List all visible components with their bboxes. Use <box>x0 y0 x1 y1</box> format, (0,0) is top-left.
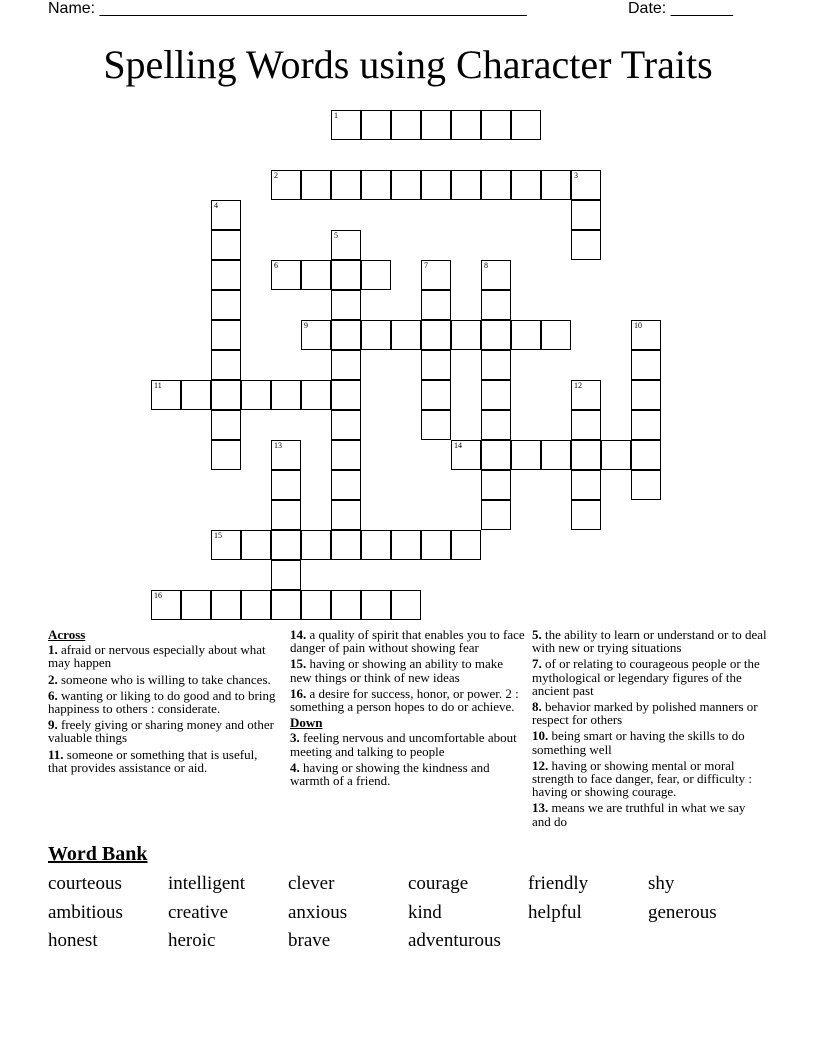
word-bank-title: Word Bank <box>48 843 148 865</box>
grid-cell[interactable] <box>571 380 601 410</box>
grid-cell[interactable] <box>571 500 601 530</box>
grid-cell[interactable] <box>301 590 331 620</box>
grid-cell[interactable] <box>631 350 661 380</box>
word-bank-item: courage <box>408 873 469 894</box>
grid-cell[interactable] <box>391 170 421 200</box>
grid-cell[interactable] <box>331 410 361 440</box>
grid-cell[interactable] <box>181 590 211 620</box>
grid-cell[interactable] <box>211 380 241 410</box>
grid-cell[interactable] <box>421 530 451 560</box>
grid-cell[interactable] <box>331 170 361 200</box>
grid-cell[interactable] <box>301 530 331 560</box>
grid-cell[interactable] <box>421 170 451 200</box>
clue-down-10: 10. being smart or having the skills to do something well <box>532 728 745 757</box>
clue-across-16: 16. a desire for success, honor, or power. 2 : something a person hopes to do or achieve. <box>290 685 519 715</box>
word-bank-item: ambitious <box>48 902 123 923</box>
grid-cell[interactable] <box>361 530 391 560</box>
grid-cell[interactable] <box>481 170 511 200</box>
grid-cell[interactable] <box>301 320 331 350</box>
clue-across-11: 11. someone or something that is useful, that provides assistance or aid. <box>48 746 258 775</box>
word-bank-item: creative <box>168 902 229 923</box>
grid-cell[interactable] <box>541 170 571 200</box>
clue-down-12: 12. having or showing mental or moral strength to face danger, fear, or difficulty : having or showing courage. <box>532 757 752 800</box>
grid-cell[interactable] <box>391 320 421 350</box>
grid-cell[interactable] <box>211 440 241 470</box>
grid-cell[interactable] <box>361 110 391 140</box>
clue-across-9: 9. freely giving or sharing money and other valuable things <box>48 717 274 746</box>
grid-cell[interactable] <box>301 380 331 410</box>
down-heading: Down <box>290 715 323 731</box>
grid-cell[interactable] <box>571 470 601 500</box>
clue-number: 14 <box>454 441 462 450</box>
page-title: Spelling Words using Character Traits <box>103 42 713 87</box>
grid-cell[interactable] <box>331 530 361 560</box>
grid-cell[interactable] <box>451 530 481 560</box>
clues-column-2 <box>290 628 525 790</box>
grid-cell[interactable] <box>571 440 601 470</box>
grid-cell[interactable] <box>361 260 391 290</box>
grid-cell[interactable] <box>421 380 451 410</box>
grid-cell[interactable] <box>511 110 541 140</box>
grid-cell[interactable] <box>331 260 361 290</box>
clue-down-8: 8. behavior marked by polished manners or respect for others <box>532 699 758 728</box>
grid-cell[interactable] <box>301 170 331 200</box>
grid-cell[interactable] <box>481 470 511 500</box>
word-bank-item: kind <box>408 902 442 923</box>
grid-cell[interactable] <box>211 260 241 290</box>
grid-cell[interactable] <box>451 440 481 470</box>
grid-cell[interactable] <box>481 440 511 470</box>
clue-number: 1 <box>334 111 338 120</box>
grid-cell[interactable] <box>631 320 661 350</box>
grid-cell[interactable] <box>271 590 301 620</box>
grid-cell[interactable] <box>241 530 271 560</box>
grid-cell[interactable] <box>271 260 301 290</box>
grid-cell[interactable] <box>421 410 451 440</box>
clue-down-3: 3. feeling nervous and uncomfortable about meeting and talking to people <box>290 730 517 759</box>
clue-across-15: 15. having or showing an ability to make new things or think of new ideas <box>290 656 504 685</box>
grid-cell[interactable] <box>481 260 511 290</box>
clue-number: 13 <box>274 441 282 450</box>
clue-number: 15 <box>214 531 222 540</box>
clue-number: 2 <box>274 171 278 180</box>
grid-cell[interactable] <box>421 290 451 320</box>
grid-cell[interactable] <box>511 320 541 350</box>
clue-down-4: 4. having or showing the kindness and warmth of a friend. <box>290 759 490 789</box>
grid-cell[interactable] <box>631 380 661 410</box>
grid-cell[interactable] <box>151 380 181 410</box>
grid-cell[interactable] <box>271 530 301 560</box>
clue-number: 11 <box>154 381 162 390</box>
grid-cell[interactable] <box>331 470 361 500</box>
grid-cell[interactable] <box>271 440 301 470</box>
grid-cell[interactable] <box>211 290 241 320</box>
clue-down-5: 5. the ability to learn or understand or to deal with new or trying situations <box>532 627 767 656</box>
grid-cell[interactable] <box>421 260 451 290</box>
clue-across-6: 6. wanting or liking to do good and to bring happiness to others : considerate. <box>48 687 276 717</box>
word-bank-item: heroic <box>168 930 216 951</box>
grid-cell[interactable] <box>571 230 601 260</box>
grid-cell[interactable] <box>211 320 241 350</box>
clue-number: 8 <box>484 261 488 270</box>
grid-cell[interactable] <box>511 440 541 470</box>
grid-cell[interactable] <box>241 590 271 620</box>
name-field[interactable]: Name: ________________________________________________ <box>48 0 527 17</box>
grid-cell[interactable] <box>631 470 661 500</box>
grid-cell[interactable] <box>481 320 511 350</box>
clue-number: 10 <box>634 321 642 330</box>
clue-across-14: 14. a quality of spirit that enables you to face danger of pain without showing fear <box>290 627 525 656</box>
grid-cell[interactable] <box>481 380 511 410</box>
grid-cell[interactable] <box>571 410 601 440</box>
clue-number: 16 <box>154 591 162 600</box>
grid-cell[interactable] <box>301 260 331 290</box>
grid-cell[interactable] <box>211 530 241 560</box>
clue-number: 9 <box>304 321 308 330</box>
clue-number: 4 <box>214 201 218 210</box>
word-bank-item: intelligent <box>168 873 246 894</box>
clue-number: 12 <box>574 381 582 390</box>
word-bank-item: honest <box>48 930 98 951</box>
grid-cell[interactable] <box>421 350 451 380</box>
word-bank-item: generous <box>648 902 717 923</box>
grid-cell[interactable] <box>271 560 301 590</box>
grid-cell[interactable] <box>451 170 481 200</box>
grid-cell[interactable] <box>211 410 241 440</box>
grid-cell[interactable] <box>331 380 361 410</box>
grid-cell[interactable] <box>631 440 661 470</box>
word-bank-item: anxious <box>288 902 348 923</box>
word-bank-item: brave <box>288 930 331 951</box>
grid-cell[interactable] <box>241 380 271 410</box>
grid-cell[interactable] <box>181 380 211 410</box>
grid-cell[interactable] <box>481 350 511 380</box>
grid-cell[interactable] <box>271 380 301 410</box>
clue-across-2: 2. someone who is willing to take chances. <box>48 671 271 687</box>
grid-cell[interactable] <box>271 170 301 200</box>
clue-number: 7 <box>424 261 428 270</box>
grid-cell[interactable] <box>271 500 301 530</box>
grid-cell[interactable] <box>541 440 571 470</box>
grid-cell[interactable] <box>541 320 571 350</box>
clue-down-13: 13. means we are truthful in what we say and do <box>532 800 746 829</box>
grid-cell[interactable] <box>271 470 301 500</box>
grid-cell[interactable] <box>571 200 601 230</box>
word-bank-item: friendly <box>528 873 589 894</box>
grid-cell[interactable] <box>361 170 391 200</box>
grid-cell[interactable] <box>421 110 451 140</box>
grid-cell[interactable] <box>481 500 511 530</box>
grid-cell[interactable] <box>391 110 421 140</box>
grid-cell[interactable] <box>421 320 451 350</box>
clue-number: 5 <box>334 231 338 240</box>
grid-cell[interactable] <box>211 200 241 230</box>
grid-cell[interactable] <box>571 170 601 200</box>
word-bank-item: helpful <box>528 902 582 923</box>
word-bank-item: clever <box>288 873 335 894</box>
grid-cell[interactable] <box>451 320 481 350</box>
grid-cell[interactable] <box>481 290 511 320</box>
clue-across-1: 1. afraid or nervous especially about what may happen <box>48 642 266 671</box>
grid-cell[interactable] <box>211 230 241 260</box>
word-bank-item: courteous <box>48 873 122 894</box>
grid-cell[interactable] <box>151 590 181 620</box>
grid-cell[interactable] <box>481 110 511 140</box>
grid-cell[interactable] <box>601 440 631 470</box>
grid-cell[interactable] <box>331 110 361 140</box>
clue-down-7: 7. of or relating to courageous people or the mythological or legendary figures of the ancient past <box>532 656 760 698</box>
date-field[interactable]: Date: _______ <box>628 0 733 17</box>
grid-cell[interactable] <box>331 590 361 620</box>
grid-cell[interactable] <box>631 410 661 440</box>
grid-cell[interactable] <box>331 440 361 470</box>
grid-cell[interactable] <box>391 590 421 620</box>
grid-cell[interactable] <box>331 500 361 530</box>
grid-cell[interactable] <box>211 350 241 380</box>
grid-cell[interactable] <box>331 320 361 350</box>
grid-cell[interactable] <box>361 590 391 620</box>
word-bank-item: shy <box>648 873 675 894</box>
grid-cell[interactable] <box>511 170 541 200</box>
grid-cell[interactable] <box>211 590 241 620</box>
grid-cell[interactable] <box>331 350 361 380</box>
word-bank-item: adventurous <box>408 930 501 951</box>
across-heading: Across <box>48 627 86 642</box>
grid-cell[interactable] <box>361 320 391 350</box>
grid-cell[interactable] <box>451 110 481 140</box>
grid-cell[interactable] <box>331 290 361 320</box>
clues-column-1 <box>48 628 278 777</box>
grid-cell[interactable] <box>391 530 421 560</box>
clues-column-3 <box>532 628 767 831</box>
clue-number: 3 <box>574 171 578 180</box>
grid-cell[interactable] <box>331 230 361 260</box>
grid-cell[interactable] <box>481 410 511 440</box>
clue-number: 6 <box>274 261 278 270</box>
